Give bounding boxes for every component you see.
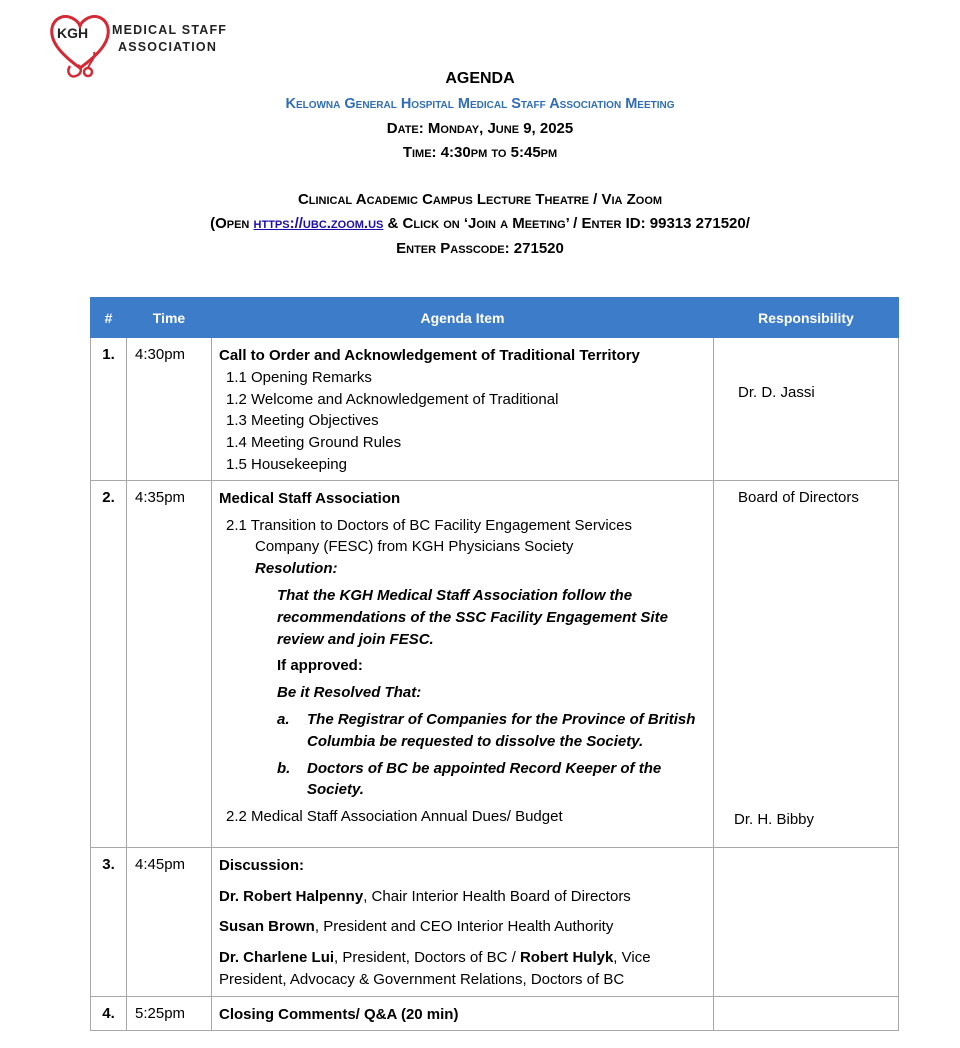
- svg-text:KGH: KGH: [57, 25, 89, 41]
- col-header-num: #: [91, 298, 127, 338]
- sub-item: 2.2 Medical Staff Association Annual Dues/ Budget: [226, 808, 563, 826]
- discussant: Susan Brown, President and CEO Interior Health Authority: [219, 918, 614, 936]
- table-row: [91, 338, 899, 481]
- row-time: 5:25pm: [127, 996, 212, 1030]
- logo-line1: MEDICAL STAFF: [112, 23, 228, 37]
- sub-item: 1.2 Welcome and Acknowledgement of Traditional: [226, 390, 559, 408]
- table-row: [91, 996, 899, 1030]
- discussant: Dr. Robert Halpenny, Chair Interior Health Board of Directors: [219, 887, 631, 905]
- sub-item: 1.1 Opening Remarks: [226, 368, 372, 386]
- meeting-title: Kelowna General Hospital Medical Staff Association Meeting: [285, 96, 675, 112]
- sub-item: 2.1 Transition to Doctors of BC Facility Engagement Services: [226, 516, 633, 534]
- sub-item: 1.3 Meeting Objectives: [226, 412, 379, 430]
- item-title: Closing Comments/ Q&A (20 min): [219, 1005, 459, 1023]
- col-header-resp: Responsibility: [714, 298, 899, 338]
- resolution-label: Resolution:: [255, 560, 338, 578]
- row-number: 4.: [91, 996, 127, 1030]
- item-title: Discussion:: [219, 856, 305, 874]
- if-approved: If approved:: [277, 657, 363, 675]
- row-responsibility: Board of Directors Dr. H. Bibby: [714, 480, 899, 847]
- row-number: 3.: [91, 847, 127, 996]
- row-number: 2.: [91, 480, 127, 847]
- meeting-time: Time: 4:30pm to 5:45pm: [402, 144, 558, 161]
- logo-line2: ASSOCIATION: [118, 40, 218, 54]
- agenda-table: [90, 297, 899, 1031]
- responsibility-2: Dr. H. Bibby: [734, 810, 815, 828]
- be-it-resolved: Be it Resolved That:: [277, 684, 422, 702]
- col-header-item: Agenda Item: [212, 298, 714, 338]
- item-title: Medical Staff Association: [219, 489, 401, 507]
- table-row: [91, 847, 899, 996]
- resolution-point: a. The Registrar of Companies for the Province of British Columbia be requested to dissolve the Society.: [277, 710, 696, 750]
- row-number: 1.: [91, 338, 127, 481]
- discussant: Dr. Charlene Lui, President, Doctors of BC / Robert Hulyk, Vice President, Advocacy & Government Relations, Doctors of BC: [219, 949, 651, 988]
- table-header-row: [91, 298, 899, 338]
- item-title: Call to Order and Acknowledgement of Traditional Territory: [219, 347, 640, 364]
- row-responsibility: [714, 996, 899, 1030]
- zoom-link[interactable]: https://ubc.zoom.us: [253, 215, 384, 232]
- zoom-passcode: Enter Passcode: 271520: [396, 240, 564, 257]
- row-item: [212, 480, 714, 847]
- row-item: [212, 847, 714, 996]
- meeting-location: Clinical Academic Campus Lecture Theatre / Via Zoom: [297, 191, 663, 208]
- row-time: 4:35pm: [127, 480, 212, 847]
- row-item: [212, 338, 714, 481]
- sub-item: 1.4 Meeting Ground Rules: [226, 434, 402, 452]
- zoom-instructions: (Open https://ubc.zoom.us & Click on ‘Join a Meeting’ / Enter ID: 99313 271520/: [210, 215, 750, 232]
- meeting-date: Date: Monday, June 9, 2025: [386, 120, 574, 137]
- row-responsibility: [714, 847, 899, 996]
- col-header-time: Time: [127, 298, 212, 338]
- sub-item: 1.5 Housekeeping: [226, 455, 347, 473]
- row-responsibility: Dr. D. Jassi: [714, 338, 899, 481]
- row-time: 4:30pm: [127, 338, 212, 481]
- row-item: [212, 996, 714, 1030]
- logo-wordmark: [112, 22, 227, 56]
- sub-item-cont: Company (FESC) from KGH Physicians Society: [255, 538, 574, 556]
- agenda-title: AGENDA: [445, 70, 515, 87]
- table-row: [91, 480, 899, 847]
- resolution-text: That the KGH Medical Staff Association follow the recommendations of the SSC Facility Engagement Site review and join FESC.: [277, 586, 668, 648]
- row-time: 4:45pm: [127, 847, 212, 996]
- resolution-point: b. Doctors of BC be appointed Record Keeper of the Society.: [277, 759, 662, 799]
